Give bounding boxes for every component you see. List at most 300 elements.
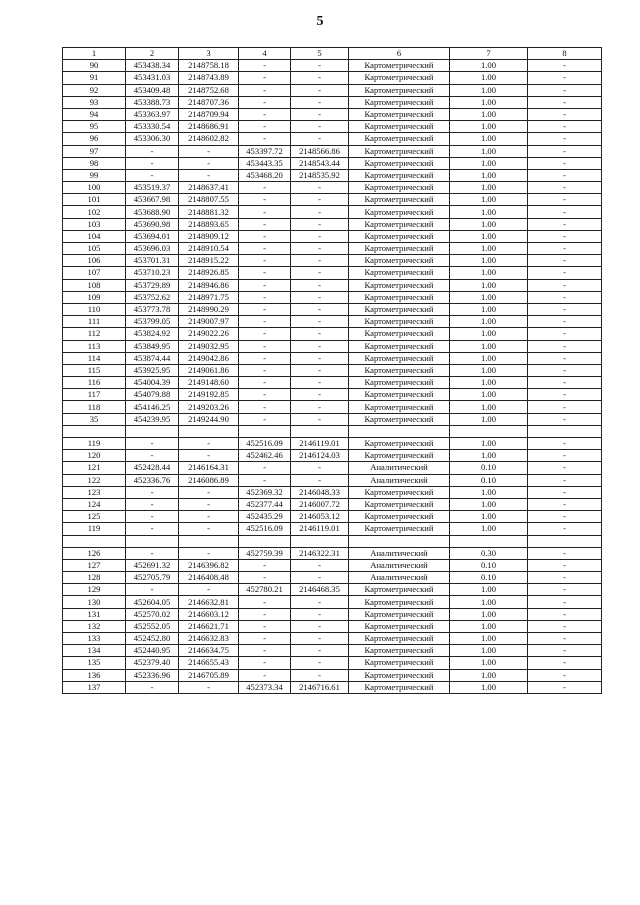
table-cell: 1.00	[450, 645, 528, 657]
table-cell: 1.00	[450, 243, 528, 255]
table-cell: -	[239, 243, 291, 255]
table-cell: Картометрический	[349, 498, 450, 510]
table-cell: 123	[63, 486, 126, 498]
table-cell: -	[291, 377, 349, 389]
table-row	[63, 486, 602, 498]
table-row	[63, 498, 602, 510]
table-cell: 453431.03	[126, 72, 179, 84]
table-cell: -	[179, 498, 239, 510]
table-cell: -	[528, 523, 602, 535]
table-cell: 2149042.86	[179, 352, 239, 364]
table-cell: -	[291, 316, 349, 328]
table-cell: -	[291, 645, 349, 657]
table-cell: -	[126, 584, 179, 596]
table-cell: -	[179, 145, 239, 157]
table-cell: -	[239, 364, 291, 376]
empty-cell	[179, 535, 239, 547]
table-cell: 2149061.86	[179, 364, 239, 376]
table-cell: Картометрический	[349, 60, 450, 72]
table-cell: 1.00	[450, 608, 528, 620]
table-cell: 93	[63, 96, 126, 108]
table-cell: Аналитический	[349, 559, 450, 571]
empty-cell	[450, 535, 528, 547]
table-cell: 2148566.86	[291, 145, 349, 157]
table-cell: -	[528, 182, 602, 194]
table-cell: Картометрический	[349, 218, 450, 230]
table-cell: 2149032.95	[179, 340, 239, 352]
table-cell: Картометрический	[349, 279, 450, 291]
table-cell: -	[239, 559, 291, 571]
table-cell: Картометрический	[349, 352, 450, 364]
table-cell: -	[291, 279, 349, 291]
table-cell: Картометрический	[349, 620, 450, 632]
table-cell: -	[239, 279, 291, 291]
table-cell: 104	[63, 230, 126, 242]
table-cell: -	[126, 157, 179, 169]
table-cell: 1.00	[450, 255, 528, 267]
table-cell: -	[528, 462, 602, 474]
table-cell: -	[239, 267, 291, 279]
table-cell: 2146603.12	[179, 608, 239, 620]
table-row	[63, 401, 602, 413]
table-cell: Картометрический	[349, 364, 450, 376]
table-cell: Картометрический	[349, 84, 450, 96]
table-cell: -	[528, 84, 602, 96]
table-cell: -	[239, 218, 291, 230]
table-cell: 1.00	[450, 133, 528, 145]
table-cell: 1.00	[450, 72, 528, 84]
table-cell: -	[179, 450, 239, 462]
table-row	[63, 413, 602, 425]
table-cell: -	[291, 620, 349, 632]
table-cell: 453397.72	[239, 145, 291, 157]
table-cell: Картометрический	[349, 303, 450, 315]
table-cell: Картометрический	[349, 511, 450, 523]
table-cell: 453696.03	[126, 243, 179, 255]
table-cell: 130	[63, 596, 126, 608]
table-cell: -	[291, 352, 349, 364]
table-cell: 453388.73	[126, 96, 179, 108]
table-cell: 1.00	[450, 169, 528, 181]
table-cell: -	[291, 657, 349, 669]
table-cell: 109	[63, 291, 126, 303]
table-cell: Картометрический	[349, 450, 450, 462]
table-cell: 90	[63, 60, 126, 72]
column-header: 1	[63, 48, 126, 60]
table-cell: 453752.62	[126, 291, 179, 303]
table-row	[63, 84, 602, 96]
table-cell: -	[291, 389, 349, 401]
table-row	[63, 230, 602, 242]
table-cell: 452336.76	[126, 474, 179, 486]
table-cell: 2146621.71	[179, 620, 239, 632]
table-cell: -	[528, 620, 602, 632]
table-cell: Картометрический	[349, 401, 450, 413]
table-cell: 122	[63, 474, 126, 486]
table-cell: 126	[63, 547, 126, 559]
table-cell: -	[528, 401, 602, 413]
table-cell: Аналитический	[349, 462, 450, 474]
table-cell: -	[528, 486, 602, 498]
table-cell: 2146124.03	[291, 450, 349, 462]
table-cell: 1.00	[450, 316, 528, 328]
table-cell: Картометрический	[349, 438, 450, 450]
table-cell: 2149244.90	[179, 413, 239, 425]
table-cell: 98	[63, 157, 126, 169]
table-cell: 1.00	[450, 364, 528, 376]
table-cell: -	[239, 572, 291, 584]
table-cell: Картометрический	[349, 267, 450, 279]
table-cell: 2146632.81	[179, 596, 239, 608]
table-row	[63, 462, 602, 474]
table-cell: 2146655.43	[179, 657, 239, 669]
table-cell: 1.00	[450, 523, 528, 535]
table-cell: 2148990.29	[179, 303, 239, 315]
table-cell: 132	[63, 620, 126, 632]
table-cell: 2149203.26	[179, 401, 239, 413]
table-cell: 2148743.89	[179, 72, 239, 84]
table-cell: 100	[63, 182, 126, 194]
table-cell: 135	[63, 657, 126, 669]
table-cell: 129	[63, 584, 126, 596]
table-row	[63, 608, 602, 620]
table-cell: -	[528, 230, 602, 242]
table-cell: 452604.05	[126, 596, 179, 608]
table-cell: 452780.21	[239, 584, 291, 596]
table-cell: 453701.31	[126, 255, 179, 267]
table-row	[63, 377, 602, 389]
table-cell: 1.00	[450, 206, 528, 218]
table-cell: Картометрический	[349, 645, 450, 657]
table-cell: Картометрический	[349, 194, 450, 206]
table-cell: -	[239, 182, 291, 194]
table-cell: 1.00	[450, 498, 528, 510]
empty-cell	[63, 425, 126, 437]
table-cell: 2149007.97	[179, 316, 239, 328]
table-cell: -	[291, 474, 349, 486]
table-cell: 94	[63, 108, 126, 120]
table-cell: -	[528, 645, 602, 657]
table-cell: -	[239, 462, 291, 474]
table-cell: -	[528, 267, 602, 279]
table-cell: -	[528, 291, 602, 303]
table-cell: 452691.32	[126, 559, 179, 571]
table-row	[63, 303, 602, 315]
table-row	[63, 511, 602, 523]
table-cell: 1.00	[450, 60, 528, 72]
table-row	[63, 620, 602, 632]
table-cell: -	[528, 340, 602, 352]
table-cell: 453925.95	[126, 364, 179, 376]
table-cell: -	[239, 108, 291, 120]
table-cell: 2146119.01	[291, 438, 349, 450]
table-cell: 117	[63, 389, 126, 401]
table-cell: -	[528, 133, 602, 145]
empty-cell	[349, 535, 450, 547]
table-cell: 96	[63, 133, 126, 145]
table-cell: 127	[63, 559, 126, 571]
table-cell: 2148709.94	[179, 108, 239, 120]
table-cell: 1.00	[450, 340, 528, 352]
table-cell: 114	[63, 352, 126, 364]
table-cell: 2148971.75	[179, 291, 239, 303]
table-cell: 452516.09	[239, 523, 291, 535]
table-cell: -	[239, 389, 291, 401]
table-row	[63, 96, 602, 108]
table-cell: Картометрический	[349, 608, 450, 620]
table-cell: -	[528, 60, 602, 72]
table-cell: 453824.92	[126, 328, 179, 340]
table-cell: Картометрический	[349, 596, 450, 608]
table-cell: -	[126, 486, 179, 498]
table-cell: -	[179, 523, 239, 535]
table-cell: 453519.37	[126, 182, 179, 194]
table-cell: -	[239, 645, 291, 657]
table-cell: -	[291, 572, 349, 584]
table-cell: -	[179, 486, 239, 498]
table-cell: -	[528, 559, 602, 571]
table-cell: 452570.02	[126, 608, 179, 620]
table-cell: -	[126, 169, 179, 181]
table-row	[63, 584, 602, 596]
table-cell: 1.00	[450, 291, 528, 303]
table-cell: -	[528, 657, 602, 669]
table-row	[63, 572, 602, 584]
table-row	[63, 389, 602, 401]
table-cell: 452759.39	[239, 547, 291, 559]
table-cell: 2148910.54	[179, 243, 239, 255]
table-cell: -	[528, 450, 602, 462]
table-cell: -	[528, 169, 602, 181]
table-cell: 2146396.82	[179, 559, 239, 571]
table-cell: -	[528, 243, 602, 255]
table-cell: 101	[63, 194, 126, 206]
table-cell: 2146716.61	[291, 681, 349, 693]
table-cell: 453363.97	[126, 108, 179, 120]
table-cell: 133	[63, 633, 126, 645]
table-cell: 2146119.01	[291, 523, 349, 535]
empty-cell	[239, 535, 291, 547]
table-cell: Картометрический	[349, 169, 450, 181]
table-cell: -	[179, 438, 239, 450]
table-cell: -	[291, 669, 349, 681]
section-separator-row	[63, 535, 602, 547]
empty-cell	[179, 425, 239, 437]
table-cell: 454079.88	[126, 389, 179, 401]
table-cell: -	[291, 340, 349, 352]
table-cell: -	[239, 303, 291, 315]
table-cell: -	[528, 413, 602, 425]
table-cell: 452462.46	[239, 450, 291, 462]
table-header-row	[63, 48, 602, 60]
table-row	[63, 267, 602, 279]
table-row	[63, 182, 602, 194]
table-row	[63, 450, 602, 462]
table-cell: 2148909.12	[179, 230, 239, 242]
table-cell: 1.00	[450, 681, 528, 693]
table-cell: Картометрический	[349, 230, 450, 242]
empty-cell	[63, 535, 126, 547]
table-cell: 0.10	[450, 474, 528, 486]
table-cell: -	[291, 608, 349, 620]
column-header: 8	[528, 48, 602, 60]
table-cell: -	[291, 230, 349, 242]
table-cell: 1.00	[450, 352, 528, 364]
table-cell: -	[528, 218, 602, 230]
table-cell: 453438.34	[126, 60, 179, 72]
table-cell: -	[179, 681, 239, 693]
table-cell: 0.30	[450, 547, 528, 559]
table-row	[63, 328, 602, 340]
table-row	[63, 145, 602, 157]
table-cell: -	[126, 523, 179, 535]
table-cell: 91	[63, 72, 126, 84]
table-cell: 454239.95	[126, 413, 179, 425]
table-row	[63, 364, 602, 376]
table-cell: Картометрический	[349, 657, 450, 669]
table-cell: Картометрический	[349, 669, 450, 681]
table-cell: -	[239, 230, 291, 242]
column-header: 6	[349, 48, 450, 60]
table-cell: Картометрический	[349, 681, 450, 693]
table-cell: -	[291, 108, 349, 120]
table-cell: 1.00	[450, 108, 528, 120]
table-cell: 453849.95	[126, 340, 179, 352]
table-cell: Картометрический	[349, 96, 450, 108]
empty-cell	[126, 535, 179, 547]
table-cell: 1.00	[450, 486, 528, 498]
table-cell: 453690.98	[126, 218, 179, 230]
table-row	[63, 291, 602, 303]
table-cell: Картометрический	[349, 133, 450, 145]
table-cell: 1.00	[450, 584, 528, 596]
table-cell: 119	[63, 438, 126, 450]
table-cell: 453694.01	[126, 230, 179, 242]
empty-cell	[528, 425, 602, 437]
table-cell: 92	[63, 84, 126, 96]
table-cell: 99	[63, 169, 126, 181]
table-cell: Картометрический	[349, 243, 450, 255]
table-cell: 2146632.83	[179, 633, 239, 645]
table-row	[63, 133, 602, 145]
table-cell: 2148893.65	[179, 218, 239, 230]
table-cell: 2148807.55	[179, 194, 239, 206]
table-cell: 1.00	[450, 511, 528, 523]
table-row	[63, 596, 602, 608]
table-cell: -	[126, 438, 179, 450]
table-cell: -	[528, 194, 602, 206]
table-cell: 1.00	[450, 657, 528, 669]
column-header: 7	[450, 48, 528, 60]
table-cell: 105	[63, 243, 126, 255]
table-cell: Аналитический	[349, 572, 450, 584]
table-row	[63, 206, 602, 218]
table-cell: 106	[63, 255, 126, 267]
table-cell: Картометрический	[349, 584, 450, 596]
table-cell: 1.00	[450, 620, 528, 632]
table-cell: 1.00	[450, 84, 528, 96]
table-cell: -	[291, 255, 349, 267]
table-cell: 2146468.35	[291, 584, 349, 596]
table-cell: 2148946.86	[179, 279, 239, 291]
table-cell: 454146.25	[126, 401, 179, 413]
table-cell: -	[239, 377, 291, 389]
table-cell: 1.00	[450, 669, 528, 681]
table-cell: 1.00	[450, 401, 528, 413]
table-cell: 1.00	[450, 389, 528, 401]
page-number: 5	[316, 14, 324, 29]
table-cell: 1.00	[450, 328, 528, 340]
table-cell: -	[528, 255, 602, 267]
table-cell: 452440.95	[126, 645, 179, 657]
table-cell: 110	[63, 303, 126, 315]
table-cell: 1.00	[450, 121, 528, 133]
table-cell: Картометрический	[349, 413, 450, 425]
empty-cell	[528, 535, 602, 547]
table-cell: -	[239, 352, 291, 364]
table-cell: -	[528, 633, 602, 645]
table-cell: -	[239, 60, 291, 72]
table-cell: 2146705.89	[179, 669, 239, 681]
table-cell: 1.00	[450, 145, 528, 157]
table-row	[63, 681, 602, 693]
table-cell: 452516.09	[239, 438, 291, 450]
table-cell: -	[528, 279, 602, 291]
table-cell: -	[239, 340, 291, 352]
table-cell: -	[239, 413, 291, 425]
table-cell: 1.00	[450, 267, 528, 279]
table-cell: -	[126, 547, 179, 559]
table-cell: Картометрический	[349, 328, 450, 340]
table-row	[63, 218, 602, 230]
table-cell: 0.10	[450, 462, 528, 474]
table-cell: -	[291, 303, 349, 315]
table-row	[63, 523, 602, 535]
table-cell: -	[291, 133, 349, 145]
table-cell: 102	[63, 206, 126, 218]
table-cell: 103	[63, 218, 126, 230]
table-cell: 453799.05	[126, 316, 179, 328]
table-cell: -	[239, 401, 291, 413]
table-cell: -	[291, 328, 349, 340]
table-cell: 452336.96	[126, 669, 179, 681]
table-cell: -	[528, 377, 602, 389]
table-cell: -	[528, 681, 602, 693]
table-cell: -	[179, 584, 239, 596]
table-cell: 453874.44	[126, 352, 179, 364]
table-cell: -	[239, 316, 291, 328]
table-cell: -	[291, 96, 349, 108]
table-cell: Картометрический	[349, 72, 450, 84]
table-cell: 453773.78	[126, 303, 179, 315]
table-row	[63, 194, 602, 206]
table-cell: 125	[63, 511, 126, 523]
table-cell: 1.00	[450, 303, 528, 315]
table-cell: -	[291, 243, 349, 255]
table-cell: -	[291, 596, 349, 608]
table-cell: -	[291, 413, 349, 425]
table-cell: 452705.79	[126, 572, 179, 584]
table-cell: 1.00	[450, 377, 528, 389]
table-cell: 2148752.68	[179, 84, 239, 96]
table-cell: 0.10	[450, 572, 528, 584]
table-cell: 2146322.31	[291, 547, 349, 559]
table-cell: 120	[63, 450, 126, 462]
table-cell: 118	[63, 401, 126, 413]
table-cell: -	[528, 157, 602, 169]
table-cell: -	[528, 498, 602, 510]
table-cell: -	[239, 657, 291, 669]
